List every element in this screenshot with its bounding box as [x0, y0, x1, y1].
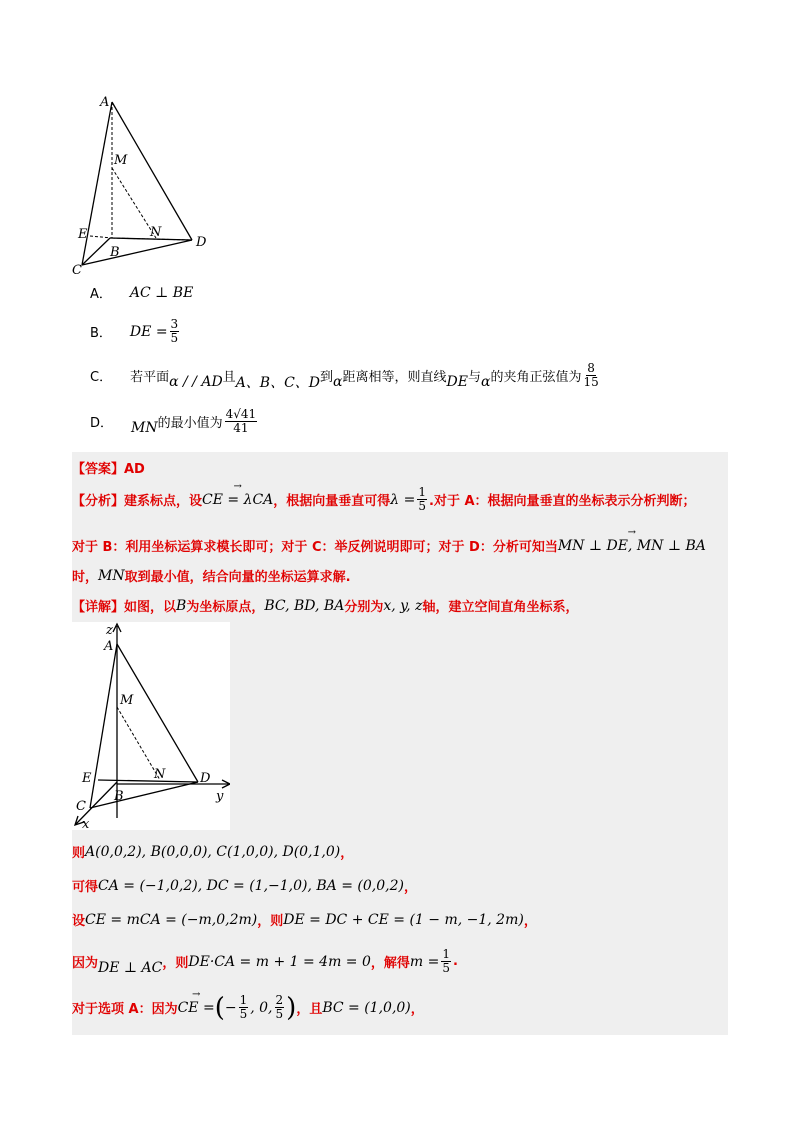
eq-line-5: 对于选项 A：因为 → CE = ( − $\frac{1}{5}$ , 0, $\frac{2}{5}$ ) ，且 BC = (1,0,0) ，: [72, 994, 424, 1021]
label-N: N: [150, 225, 162, 240]
edge-CD: [82, 240, 192, 265]
label-B: B: [114, 789, 124, 804]
eq-line-4: 因为 DE ⊥ AC ，则 DE·CA = m + 1 = 4m = 0 ，解得 m = $\frac{1}{5}$ .: [72, 947, 458, 976]
segment-EB: [90, 236, 112, 238]
eq-line-1: 则 A(0,0,2), B(0,0,0), C(1,0,0), D(0,1,0) ，: [72, 843, 354, 861]
option-d: D． MN 的最小值为 $\frac{4√41}{41}$: [90, 407, 257, 436]
fraction: $\frac{4√41}{41}$: [225, 407, 257, 435]
analysis-line-2: 对于 B：利用坐标运算求模长即可；对于 C：举反例说明即可；对于 D：分析可知当 → MN ⊥ DE, MN ⊥ BA: [72, 536, 706, 555]
fraction: $\frac{3}{5}$: [170, 317, 179, 345]
option-c: C． 若平面 α / / AD 且 A、B、C、D 到 α 距离相等，则直线 DE 与 α 的夹角正弦值为 $\frac{8}{15}$: [90, 361, 599, 391]
label-C: C: [76, 799, 86, 814]
label-x: x: [82, 817, 90, 830]
label-B: B: [110, 245, 120, 260]
eq-line-3: 设 CE = mCA = (−m,0,2m) ，则 DE = DC + CE = (1 − m, −1, 2m) ，: [72, 911, 537, 929]
answer-line: 【答案】AD: [72, 462, 145, 477]
label-C: C: [72, 263, 82, 278]
edge-ED: [98, 780, 198, 782]
edge-AD: [112, 102, 192, 240]
detail-line: 【详解】如图，以 B 为坐标原点， BC, BD, BA 分别为 x, y, z 轴，建立空间直角坐标系，: [72, 597, 579, 615]
edge-CD: [90, 782, 198, 808]
analysis-line-3: 时， MN 取到最小值，结合向量的坐标运算求解.: [72, 567, 351, 585]
coordinate-figure: [72, 622, 230, 830]
option-a-math: AC ⊥ BE: [129, 284, 194, 301]
edge-AC: [90, 644, 117, 808]
tetrahedron-figure: [70, 90, 230, 280]
option-a: A． AC ⊥ BE: [90, 284, 194, 302]
label-E: E: [82, 771, 92, 786]
eq-line-2: 可得 CA = (−1,0,2), DC = (1,−1,0), BA = (0,0,2) ，: [72, 877, 417, 895]
label-D: D: [200, 771, 211, 786]
label-E: E: [78, 227, 88, 242]
analysis-line: 【分析】建系标点，设 → CE = λCA ，根据向量垂直可得 λ = $\frac{1}{5}$ .对于 A：根据向量垂直的坐标表示分析判断；: [72, 486, 696, 513]
label-z: z: [106, 623, 113, 638]
label-A: A: [100, 95, 110, 110]
label-M: M: [120, 693, 134, 708]
option-b: B． DE = $\frac{3}{5}$: [90, 317, 179, 345]
label-M: M: [114, 153, 128, 168]
fraction: $\frac{8}{15}$: [583, 361, 599, 389]
edge-AD: [117, 644, 198, 782]
label-N: N: [154, 767, 166, 782]
label-A: A: [104, 639, 114, 654]
label-D: D: [196, 235, 207, 250]
label-y: y: [216, 789, 224, 804]
